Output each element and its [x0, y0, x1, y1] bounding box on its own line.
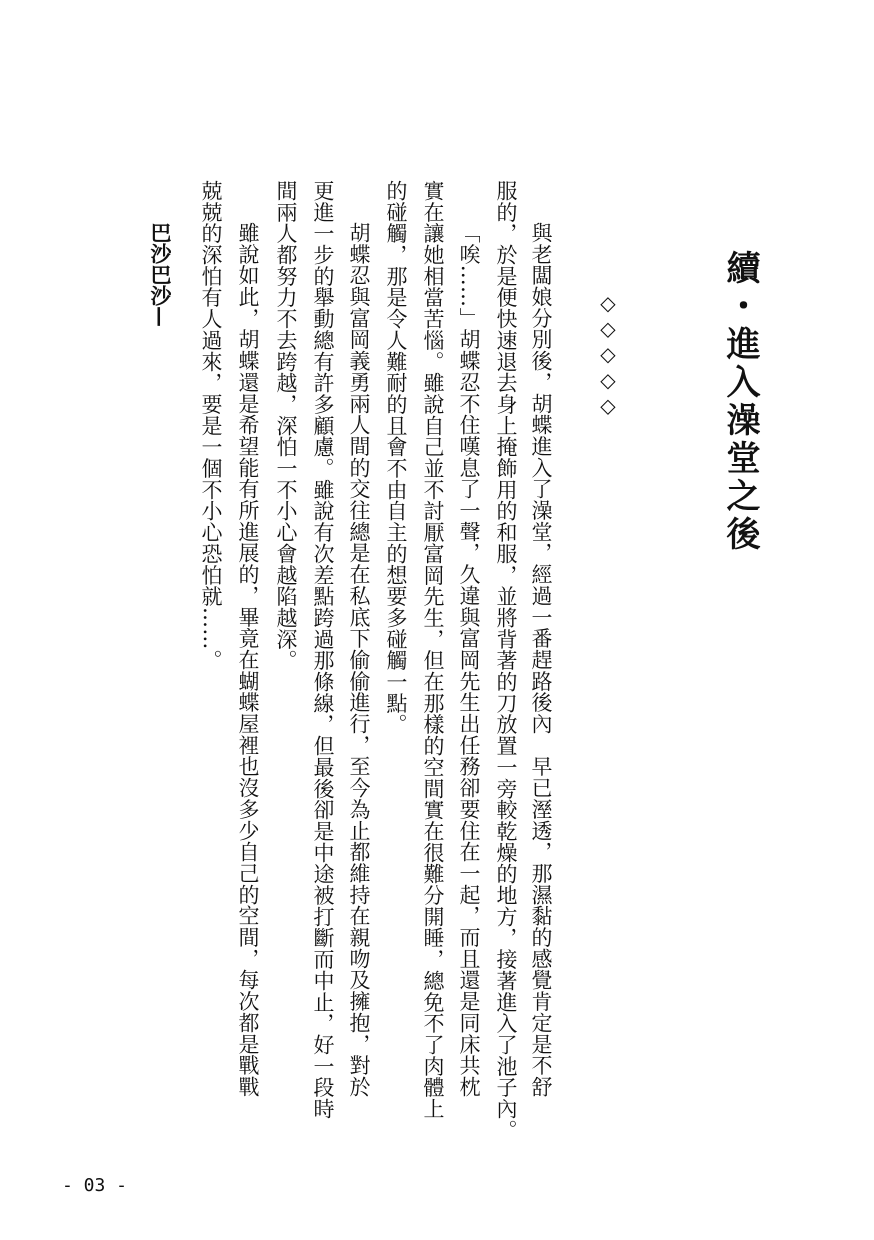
text-line: 兢兢的深怕有人過來，要是一個不小心恐怕就……。 — [199, 180, 223, 672]
sound-effect: 巴沙巴沙— — [148, 222, 173, 327]
text-line: 與老闆娘分別後，胡蝶進入了澡堂，經過一番趕路後內 早已溼透，那濕黏的感覺肯定是不舒 — [529, 222, 553, 1098]
section-divider: ◇◇◇◇◇ — [596, 291, 620, 419]
text-line: 胡蝶忍與富岡義勇兩人間的交往總是在私底下偷偷進行，至今為止都維持在親吻及擁抱，對於 — [347, 222, 371, 1098]
text-line: 間兩人都努力不去跨越，深怕一不小心會越陷越深。 — [274, 180, 298, 672]
text-line: 更進一步的舉動總有許多顧慮。雖說有次差點跨過那條線，但最後卻是中途被打斷而中止，好一段時 — [311, 180, 335, 1120]
text-line: 服的，於是便快速退去身上掩飾用的和服，並將背著的刀放置一旁較乾燥的地方，接著進入了池子內。 — [494, 180, 518, 1141]
text-line: 的碰觸，那是令人難耐的且會不由自主的想要多碰觸一點。 — [384, 180, 408, 736]
chapter-title: 續・進入澡堂之後 — [720, 250, 760, 554]
text-line: 「唉……」胡蝶忍不住嘆息了一聲，久違與富岡先生出任務卻要住在一起，而且還是同床共枕 — [457, 222, 481, 1098]
text-line: 雖說如此，胡蝶還是希望能有所進展的，畢竟在蝴蝶屋裡也沒多少自己的空間，每次都是戰戰 — [236, 222, 260, 1098]
text-line: 實在讓她相當苦惱。雖說自己並不討厭富岡先生，但在那樣的空間實在很難分開睡，總免不了肉體上 — [421, 180, 445, 1120]
page-number: - 03 - — [62, 1175, 128, 1196]
